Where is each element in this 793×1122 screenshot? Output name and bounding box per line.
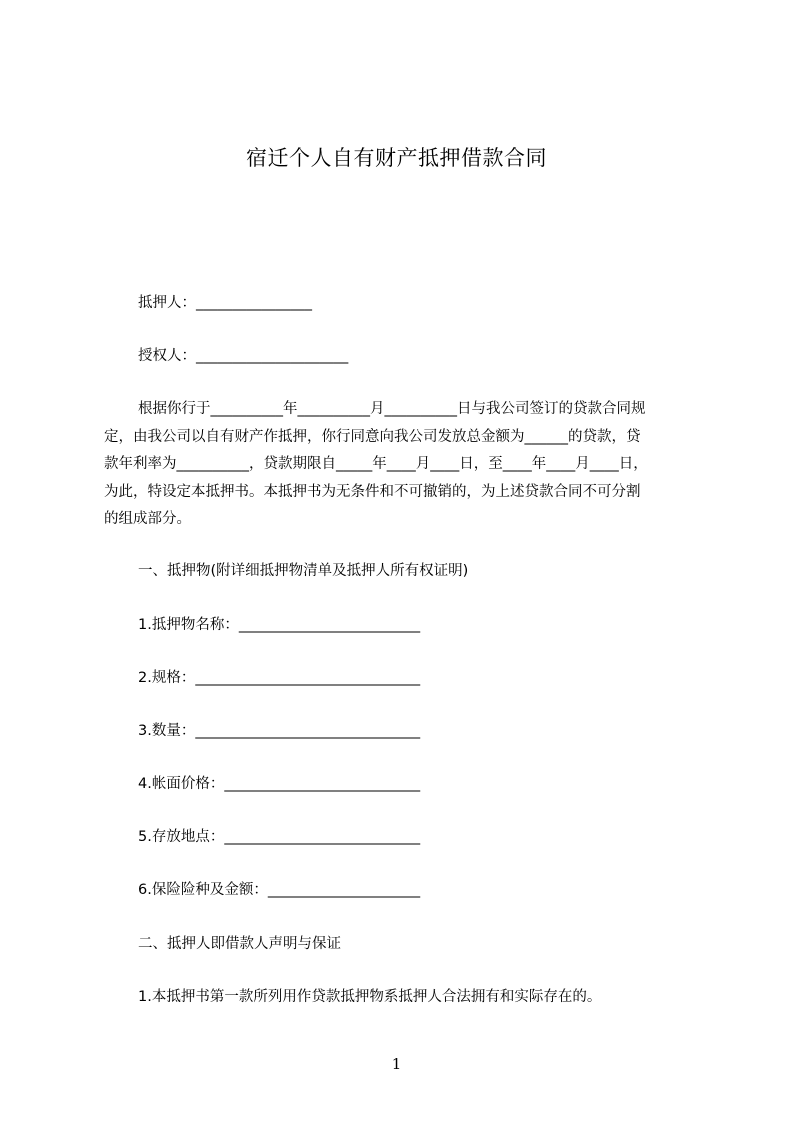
paragraph-line: 定，由我公司以自有财产作抵押，你行同意向我公司发放总金额为______的贷款，贷 bbox=[104, 428, 641, 445]
page-number: 1 bbox=[391, 1055, 402, 1073]
paragraph-line: 款年利率为__________，贷款期限自_____年____月____日，至____年____月____日， bbox=[104, 456, 648, 472]
storage-location-field: 5.存放地点：___________________________ bbox=[138, 829, 421, 845]
insurance-field: 6.保险险种及金额：_____________________ bbox=[138, 882, 421, 898]
quantity-field: 3.数量：_______________________________ bbox=[138, 723, 421, 739]
section-2-item-1: 1.本抵押书第一款所列用作贷款抵押物系抵押人合法拥有和实际存在的。 bbox=[138, 989, 602, 1005]
paragraph-line: 为此，特设定本抵押书。本抵押书为无条件和不可撤销的，为上述贷款合同不可分割 bbox=[104, 483, 641, 500]
authorized-person-line: 授权人：_____________________ bbox=[138, 348, 349, 364]
paragraph-line: 根据你行于__________年__________月__________日与我公司签订的贷款合同规 bbox=[138, 401, 646, 417]
collateral-name-field: 1.抵押物名称：_________________________ bbox=[138, 617, 421, 633]
book-value-field: 4.帐面价格：___________________________ bbox=[138, 776, 421, 792]
section-1-heading: 一、抵押物(附详细抵押物清单及抵押人所有权证明) bbox=[138, 563, 469, 579]
mortgagor-line: 抵押人：________________ bbox=[138, 295, 312, 311]
intro-paragraph bbox=[104, 396, 700, 534]
specification-field: 2.规格：_______________________________ bbox=[138, 670, 421, 686]
document-title: 宿迁个人自有财产抵押借款合同 bbox=[246, 146, 547, 170]
section-2-heading: 二、抵押人即借款人声明与保证 bbox=[138, 936, 341, 952]
paragraph-line: 的组成部分。 bbox=[104, 511, 191, 527]
